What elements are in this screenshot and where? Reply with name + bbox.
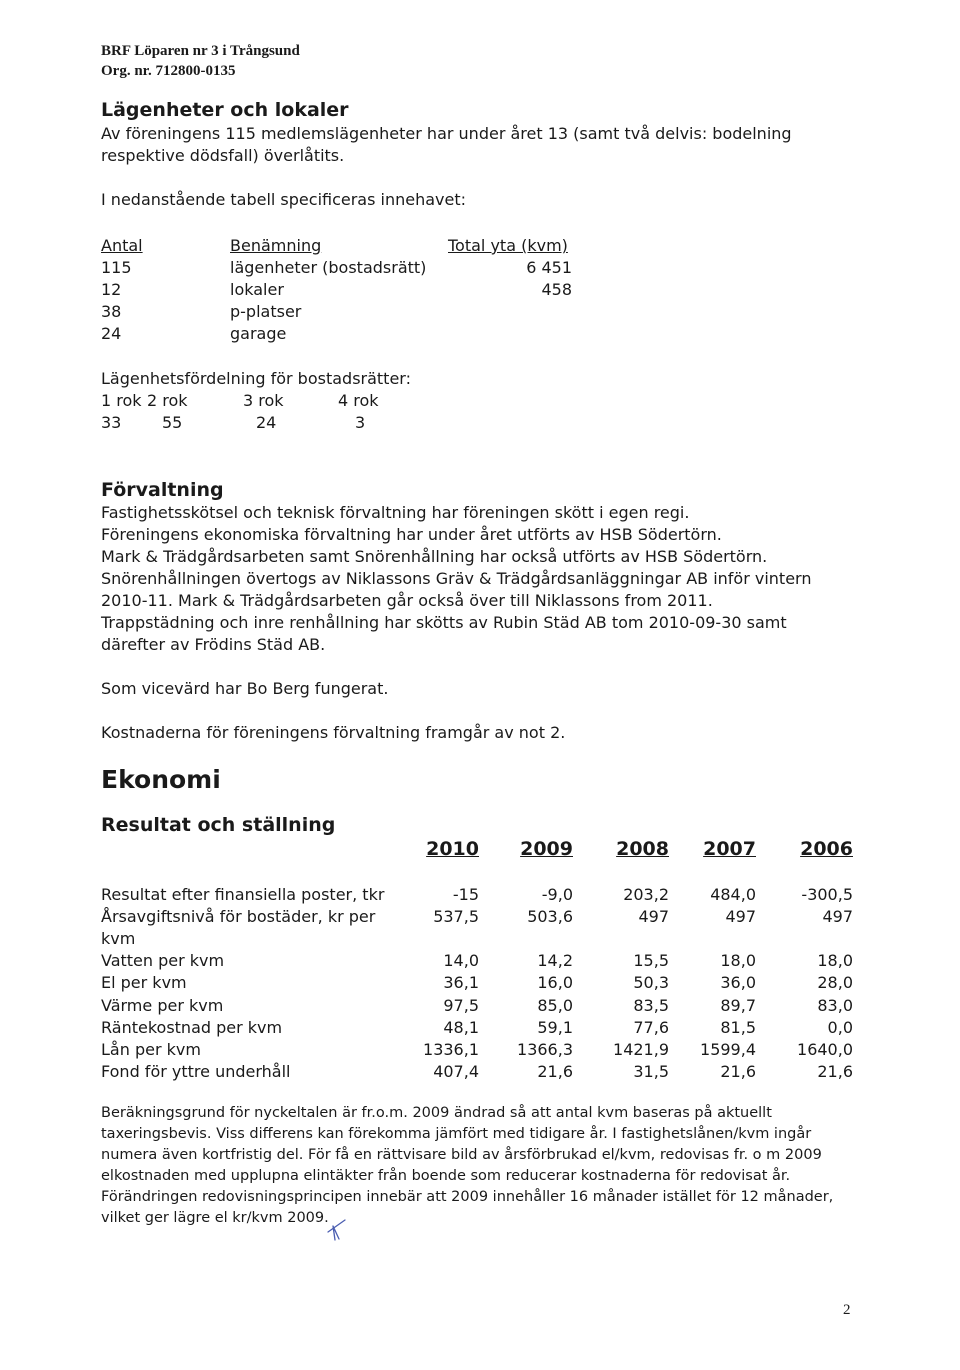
fordelning-count: 3 (355, 413, 366, 432)
table-cell: 1599,4 (700, 1040, 756, 1059)
forvaltning-line: Trappstädning och inre renhållning har skötts av Rubin Städ AB tom 2010-09-30 samt (101, 613, 787, 632)
table-cell: 48,1 (443, 1018, 479, 1037)
section-heading-ekonomi: Ekonomi (101, 765, 221, 794)
column-header-yta: Total yta (kvm) (448, 236, 568, 255)
fordelning-label: Lägenhetsfördelning för bostadsrätter: (101, 369, 411, 388)
forvaltning-line: Snörenhållningen övertogs av Niklassons Gräv & Trädgårdsanläggningar AB inför vintern (101, 569, 812, 588)
note-line: taxeringsbevis. Viss differens kan förekomma jämfört med tidigare år. I fastighetslånen/kvm ingår (101, 1126, 812, 1142)
handwritten-initials-mark (323, 1212, 349, 1242)
table-cell: 85,0 (537, 996, 573, 1015)
table-row-label: Fond för yttre underhåll (101, 1062, 291, 1081)
fordelning-room: 3 rok (243, 391, 284, 410)
table-cell: 14,2 (537, 951, 573, 970)
forvaltning-line: därefter av Frödins Städ AB. (101, 635, 326, 654)
fordelning-count: 33 (101, 413, 122, 432)
table-cell: 31,5 (633, 1062, 669, 1081)
org-number: Org. nr. 712800-0135 (101, 63, 236, 79)
table-cell: -9,0 (541, 885, 573, 904)
table-cell: -15 (452, 885, 479, 904)
table-cell: 14,0 (443, 951, 479, 970)
note-line: elkostnaden med upplupna elintäkter från boende som reducerar kostnaderna för redovisat år. (101, 1168, 791, 1184)
table-cell-antal: 115 (101, 258, 132, 277)
intro-line-2: respektive dödsfall) överlåtits. (101, 146, 345, 165)
table-intro: I nedanstående tabell specificeras innehavet: (101, 190, 467, 209)
year-header: 2009 (520, 838, 573, 860)
section-heading-lagenheter: Lägenheter och lokaler (101, 99, 349, 121)
table-row-label: Resultat efter finansiella poster, tkr (101, 885, 385, 904)
table-cell: 28,0 (817, 973, 853, 992)
org-name: BRF Löparen nr 3 i Trångsund (101, 43, 300, 59)
year-header: 2006 (800, 838, 853, 860)
table-cell: 203,2 (623, 885, 669, 904)
table-cell-yta: 458 (541, 280, 572, 299)
table-cell: 36,0 (720, 973, 756, 992)
year-header: 2010 (426, 838, 479, 860)
table-cell: 83,0 (817, 996, 853, 1015)
table-cell: 21,6 (817, 1062, 853, 1081)
kostnader-text: Kostnaderna för föreningens förvaltning framgår av not 2. (101, 723, 566, 742)
forvaltning-line: Föreningens ekonomiska förvaltning har under året utförts av HSB Södertörn. (101, 525, 722, 544)
table-cell-antal: 24 (101, 324, 122, 343)
table-cell: 21,6 (537, 1062, 573, 1081)
table-cell-benamning: lägenheter (bostadsrätt) (230, 258, 427, 277)
table-cell: 1366,3 (517, 1040, 573, 1059)
vicevard-text: Som vicevärd har Bo Berg fungerat. (101, 679, 389, 698)
column-header-benamning: Benämning (230, 236, 322, 255)
table-cell: 89,7 (720, 996, 756, 1015)
column-header-antal: Antal (101, 236, 143, 255)
table-cell: 497 (725, 907, 756, 926)
table-cell: 18,0 (720, 951, 756, 970)
table-cell: 81,5 (720, 1018, 756, 1037)
page-number: 2 (843, 1302, 851, 1318)
forvaltning-line: Mark & Trädgårdsarbeten samt Snörenhållning har också utförts av HSB Södertörn. (101, 547, 768, 566)
table-cell: 484,0 (710, 885, 756, 904)
table-row-label: kvm (101, 929, 136, 948)
table-cell: 36,1 (443, 973, 479, 992)
subheading-resultat: Resultat och ställning (101, 814, 336, 836)
table-cell: 537,5 (433, 907, 479, 926)
note-line: Förändringen redovisningsprincipen innebär att 2009 innehåller 16 månader istället för 12 månader, (101, 1189, 834, 1205)
table-cell: 21,6 (720, 1062, 756, 1081)
table-cell-antal: 12 (101, 280, 122, 299)
table-row-label: Årsavgiftsnivå för bostäder, kr per (101, 907, 376, 926)
table-cell: 497 (638, 907, 669, 926)
year-header: 2008 (616, 838, 669, 860)
note-line: numera även kortfristig del. För få en rättvisare bild av årsförbrukad el/kvm, redovisas fr. o m 2009 (101, 1147, 822, 1163)
table-cell-benamning: garage (230, 324, 287, 343)
table-cell: 15,5 (633, 951, 669, 970)
table-cell: 407,4 (433, 1062, 479, 1081)
fordelning-room: 4 rok (338, 391, 379, 410)
table-cell-benamning: p-platser (230, 302, 302, 321)
table-cell: 503,6 (527, 907, 573, 926)
year-header: 2007 (703, 838, 756, 860)
table-cell-benamning: lokaler (230, 280, 284, 299)
table-cell-yta: 6 451 (526, 258, 572, 277)
fordelning-count: 24 (256, 413, 277, 432)
table-cell: 497 (822, 907, 853, 926)
table-row-label: Räntekostnad per kvm (101, 1018, 283, 1037)
table-row-label: Vatten per kvm (101, 951, 225, 970)
table-row-label: Värme per kvm (101, 996, 224, 1015)
table-row-label: Lån per kvm (101, 1040, 201, 1059)
table-cell: 1336,1 (423, 1040, 479, 1059)
table-cell: 77,6 (633, 1018, 669, 1037)
table-row-label: El per kvm (101, 973, 187, 992)
table-cell: 59,1 (537, 1018, 573, 1037)
section-heading-forvaltning: Förvaltning (101, 479, 224, 501)
fordelning-room: 2 rok (147, 391, 188, 410)
table-cell-antal: 38 (101, 302, 122, 321)
table-cell: 18,0 (817, 951, 853, 970)
table-cell: 50,3 (633, 973, 669, 992)
table-cell: 83,5 (633, 996, 669, 1015)
table-cell: -300,5 (801, 885, 853, 904)
table-cell: 1640,0 (797, 1040, 853, 1059)
fordelning-count: 55 (162, 413, 183, 432)
table-cell: 16,0 (537, 973, 573, 992)
note-line: vilket ger lägre el kr/kvm 2009. (101, 1210, 329, 1226)
forvaltning-line: 2010-11. Mark & Trädgårdsarbeten går också över till Niklassons from 2011. (101, 591, 713, 610)
fordelning-room: 1 rok (101, 391, 142, 410)
table-cell: 1421,9 (613, 1040, 669, 1059)
intro-line-1: Av föreningens 115 medlemslägenheter har under året 13 (samt två delvis: bodelning (101, 124, 792, 143)
forvaltning-line: Fastighetsskötsel och teknisk förvaltning har föreningen skött i egen regi. (101, 503, 690, 522)
table-cell: 0,0 (827, 1018, 853, 1037)
note-line: Beräkningsgrund för nyckeltalen är fr.o.m. 2009 ändrad så att antal kvm baseras på aktuellt (101, 1105, 772, 1121)
table-cell: 97,5 (443, 996, 479, 1015)
